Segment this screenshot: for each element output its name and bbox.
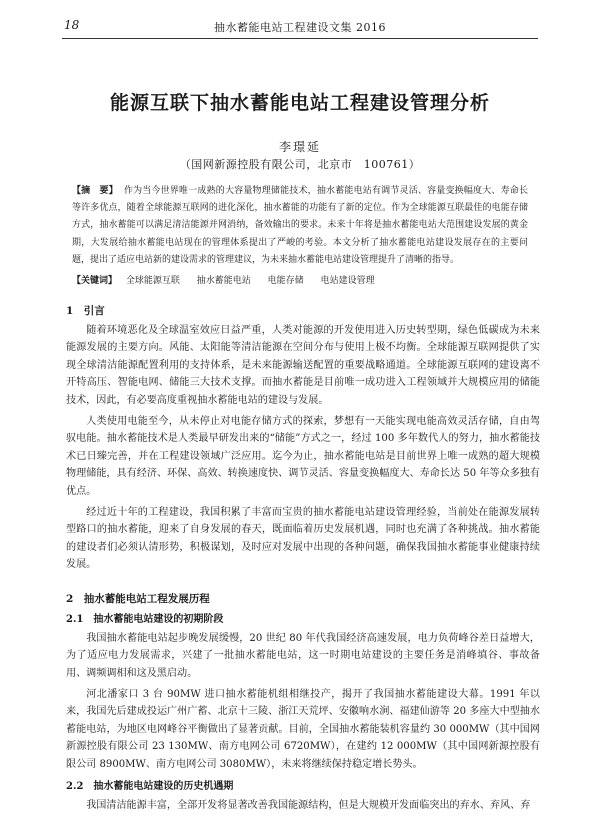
paragraph: 随着环境恶化及全球温室效应日益严重，人类对能源的开发使用进入历史转型期，绿色低碳成为未来能源发展的主要方向。风能、太阳能等清洁能源在空间分布与使用上极不均衡。全球能源互联网提供了实现全球清洁能源配置利用的支持体系，是未来能源输送配置的重要战略通道。全球能源互联网的建设离不开特高压、智能电网、储能三大技术支撑。而抽水蓄能是目前唯一成功进入工程领域并大规模应用的储能技术，因此，有必要高度重视抽水蓄能电站的建设与发展。 (66, 325, 540, 406)
paragraph: 经过近十年的工程建设，我国积累了丰富而宝贵的抽水蓄能电站建设管理经验，当前处在能源发展转型路口的抽水蓄能，迎来了自身发展的春天，既面临着历史发展机遇，同时也充满了各种挑战。抽水蓄能的建设者们必须认清形势，积极谋划，及时应对发展中出现的各种问题，确保我国抽水蓄能事业健康持续发展。 (66, 507, 540, 571)
subsection-heading-2-1: 2.1 抽水蓄能电站建设的初期阶段 (66, 613, 224, 625)
section-heading-1: 1 引言 (66, 305, 105, 317)
keywords-label: 【关键词】 (72, 276, 118, 286)
journal-title: 抽水蓄能电站工程建设文集 2016 (214, 21, 386, 34)
paragraph: 我国清洁能源丰富，全部开发将显著改善我国能源结构，但是大规模开发面临突出的弃水、弃风、弃 (86, 799, 531, 811)
subsection-heading-2-2: 2.2 抽水蓄能电站建设的历史机遇期 (66, 780, 234, 792)
keyword: 电站建设管理 (320, 276, 375, 286)
paper-title: 能源互联下抽水蓄能电站工程建设管理分析 (109, 92, 490, 114)
page-number: 18 (64, 18, 80, 32)
keyword: 电能存储 (267, 276, 304, 286)
paragraph: 河北潘家口 3 台 90MW 进口抽水蓄能机组相继投产，揭开了我国抽水蓄能建设大幕。1991 年以来，我国先后建成投运广州广蓄、北京十三陵、浙江天荒坪、安徽响水涧、福建仙游等 20 多座大中型抽水蓄能电站，为地区电网峰谷平衡做出了显著贡献。目前，全国抽水蓄能装机容量约 30 000MW（其中国网新源控股有限公司 23 130MW、南方电网公司 6720MW），在建约 12 000MW（其中国网新源控股有限公司 8900MW、南方电网公司 3080MW），未来将继续保持稳定增长势头。 (66, 688, 540, 770)
keywords (72, 273, 528, 289)
keyword: 抽水蓄能电站 (196, 276, 251, 286)
paragraph: 我国抽水蓄能电站起步晚发展缓慢，20 世纪 80 年代我国经济高速发展，电力负荷峰谷差日益增大，为了适应电力发展需求，兴建了一批抽水蓄能电站，这一时期电站建设的主要任务是消峰填谷、事故备用、调频调相和这及黑启动。 (66, 632, 540, 679)
paper-body (66, 300, 540, 818)
running-header (62, 18, 538, 39)
abstract (72, 183, 528, 269)
abstract-label: 【摘 要】 (72, 186, 118, 196)
affiliation: （国网新源控股有限公司，北京市 100761） (179, 158, 421, 171)
author: 李璟延 (278, 140, 321, 154)
section-heading-2: 2 抽水蓄能电站工程发展历程 (66, 592, 210, 605)
keyword: 全球能源互联 (125, 276, 180, 286)
paragraph: 人类使用电能至今，从未停止对电能存储方式的探索，梦想有一天能实现电能高效灵活存储，自由驾驭电能。抽水蓄能技术是人类最早研发出来的“储能”方式之一，经过 100 多年数代人的努力，抽水蓄能技术已日臻完善，并在工程建设领域广泛应用。迄今为止，抽水蓄能电站是目前世界上唯一成熟的超大规模物理储能，具有经济、环保、高效、转换速度快、调节灵活、容量变换幅度大、寿命长达 50 年等众多独有优点。 (66, 416, 540, 497)
abstract-text: 作为当今世界唯一成熟的大容量物理储能技术，抽水蓄能电站有调节灵活、容量变换幅度大、寿命长等许多优点，随着全球能源互联网的进化深化，抽水蓄能的功能有了新的定位。作为全球能源互联最佳的电能存储方式，抽水蓄能可以满足清洁能源并网消纳，备效输出的要求。未来十年将是抽水蓄能电站大范围建设发展的黄金期，大发展给抽水蓄能电站现在的管理体系提出了严峻的考验。本文分析了抽水蓄能电站建设发展存在的主要问题，提出了适应电站新的建设需求的管理建议，为未来抽水蓄能电站建设管理提升了清晰的指导。 (72, 186, 528, 265)
